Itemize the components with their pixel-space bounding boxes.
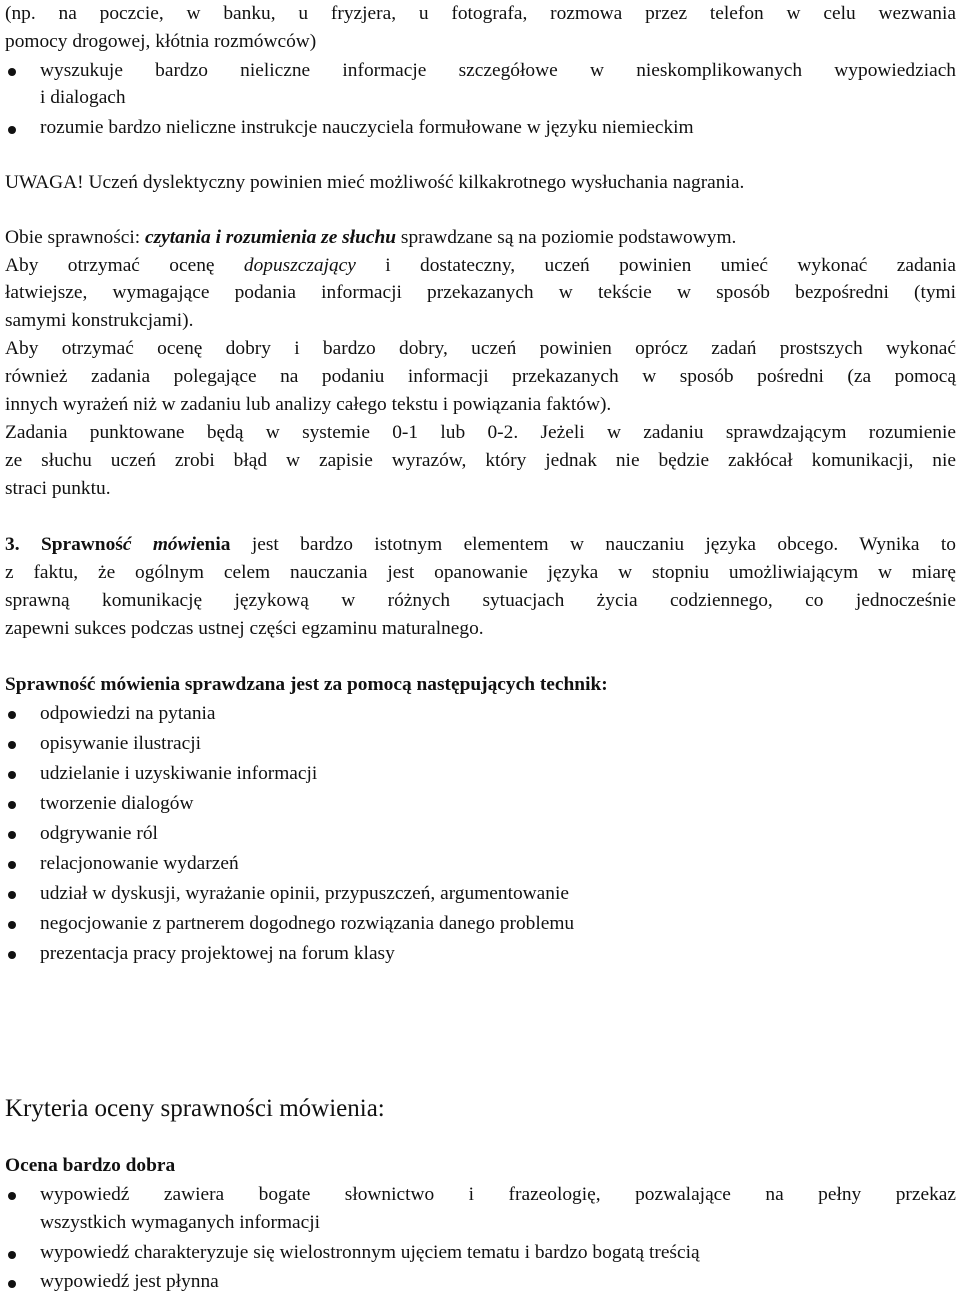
section-number: 3. <box>5 534 41 555</box>
grade-heading: Ocena bardzo dobra <box>5 1155 176 1176</box>
s3-bold-2: enia <box>195 534 231 555</box>
p1-line-1 <box>5 252 956 280</box>
both-post: sprawdzane są na poziomie podstawowym. <box>396 227 737 248</box>
bullet-icon <box>8 126 16 134</box>
s3-bold-1: Sprawnoś <box>40 534 123 555</box>
list-item-continuation: i dialogach <box>40 87 126 108</box>
bullet-icon <box>8 891 16 899</box>
p2-line-1: Aby otrzymać ocenę dobry i bardzo dobry, uczeń powinien oprócz zadań prostszych wykonać <box>5 338 956 359</box>
criteria-heading: Kryteria oceny sprawności mówienia: <box>5 1095 385 1122</box>
bullet-icon <box>8 861 16 869</box>
s3-post: jest bardzo istotnym elementem w nauczaniu języka obcego. Wynika to <box>230 534 956 555</box>
list-item: wypowiedź zawiera bogate słownictwo i frazeologię, pozwalające na pełny przekaz <box>40 1184 956 1205</box>
p2-line-2: również zadania polegające na podaniu informacji przekazanych w sposób pośredni (za pomocą <box>5 366 956 387</box>
both-emphasis: czytania i rozumienia ze słuchu <box>145 227 397 248</box>
p3-line-2: ze słuchu uczeń zrobi błąd w zapisie wyrazów, który jednak nie będzie zakłócał komunikacji, nie <box>5 450 956 471</box>
s3-bold-italic: ć mówi <box>122 534 196 555</box>
techniques-heading: Sprawność mówienia sprawdzana jest za pomocą następujących technik: <box>5 674 608 695</box>
bullet-icon <box>8 1192 16 1200</box>
p1-line-2: łatwiejsze, wymagające podania informacji przekazanych w tekście w sposób bezpośredni (tymi <box>5 282 956 303</box>
s3-line-2: z faktu, że ogólnym celem nauczania jest opanowanie języka w stopniu umożliwiającym w miarę <box>5 562 956 583</box>
list-item: wyszukuje bardzo nieliczne informacje szczegółowe w nieskomplikowanych wypowiedziach <box>40 60 956 81</box>
p3-line-3: straci punktu. <box>5 478 111 499</box>
list-item: odgrywanie ról <box>40 823 158 844</box>
bullet-icon <box>8 921 16 929</box>
list-item: prezentacja pracy projektowej na forum klasy <box>40 943 395 964</box>
list-item: opisywanie ilustracji <box>40 733 202 754</box>
bullet-icon <box>8 771 16 779</box>
list-item: relacjonowanie wydarzeń <box>40 853 239 874</box>
list-item: odpowiedzi na pytania <box>40 703 216 724</box>
intro-line-1: (np. na poczcie, w banku, u fryzjera, u fotografa, rozmowa przez telefon w celu wezwania <box>5 3 956 24</box>
p1-pre: Aby otrzymać ocenę <box>5 255 244 276</box>
dyslexia-note: UWAGA! Uczeń dyslektyczny powinien mieć możliwość kilkakrotnego wysłuchania nagrania. <box>5 172 745 193</box>
bullet-icon <box>8 801 16 809</box>
list-item: rozumie bardzo nieliczne instrukcje nauczyciela formułowane w języku niemieckim <box>40 117 694 138</box>
intro-line-2: pomocy drogowej, kłótnia rozmówców) <box>5 31 317 52</box>
s3-line-3: sprawną komunikację językową w różnych sytuacjach życia codziennego, co jednocześnie <box>5 590 956 611</box>
list-item: udzielanie i uzyskiwanie informacji <box>40 763 318 784</box>
list-item-continuation: wszystkich wymaganych informacji <box>40 1212 321 1233</box>
bullet-icon <box>8 1251 16 1259</box>
both-skills-line <box>5 224 956 252</box>
both-pre: Obie sprawności: <box>5 227 146 248</box>
bullet-icon <box>8 741 16 749</box>
s3-line-4: zapewni sukces podczas ustnej części egzaminu maturalnego. <box>5 618 484 639</box>
bullet-icon <box>8 831 16 839</box>
bullet-icon <box>8 711 16 719</box>
p1-emphasis: dopuszczający <box>243 255 356 276</box>
bullet-icon <box>8 1280 16 1288</box>
list-item: wypowiedź charakteryzuje się wielostronnym ujęciem tematu i bardzo bogatą treścią <box>40 1242 700 1263</box>
list-item: tworzenie dialogów <box>40 793 194 814</box>
p3-line-1: Zadania punktowane będą w systemie 0-1 lub 0-2. Jeżeli w zadaniu sprawdzającym rozumienie <box>5 422 956 443</box>
list-item: udział w dyskusji, wyrażanie opinii, przypuszczeń, argumentowanie <box>40 883 569 904</box>
bullet-icon <box>8 68 16 76</box>
p2-line-3: innych wyrażeń niż w zadaniu lub analizy całego tekstu i powiązania faktów). <box>5 394 612 415</box>
p1-line-3: samymi konstrukcjami). <box>5 310 194 331</box>
list-item: negocjowanie z partnerem dogodnego rozwiązania danego problemu <box>40 913 575 934</box>
p1-post: i dostateczny, uczeń powinien umieć wykonać zadania <box>355 255 956 276</box>
bullet-icon <box>8 951 16 959</box>
s3-line-1 <box>5 531 956 559</box>
list-item: wypowiedź jest płynna <box>40 1271 219 1292</box>
